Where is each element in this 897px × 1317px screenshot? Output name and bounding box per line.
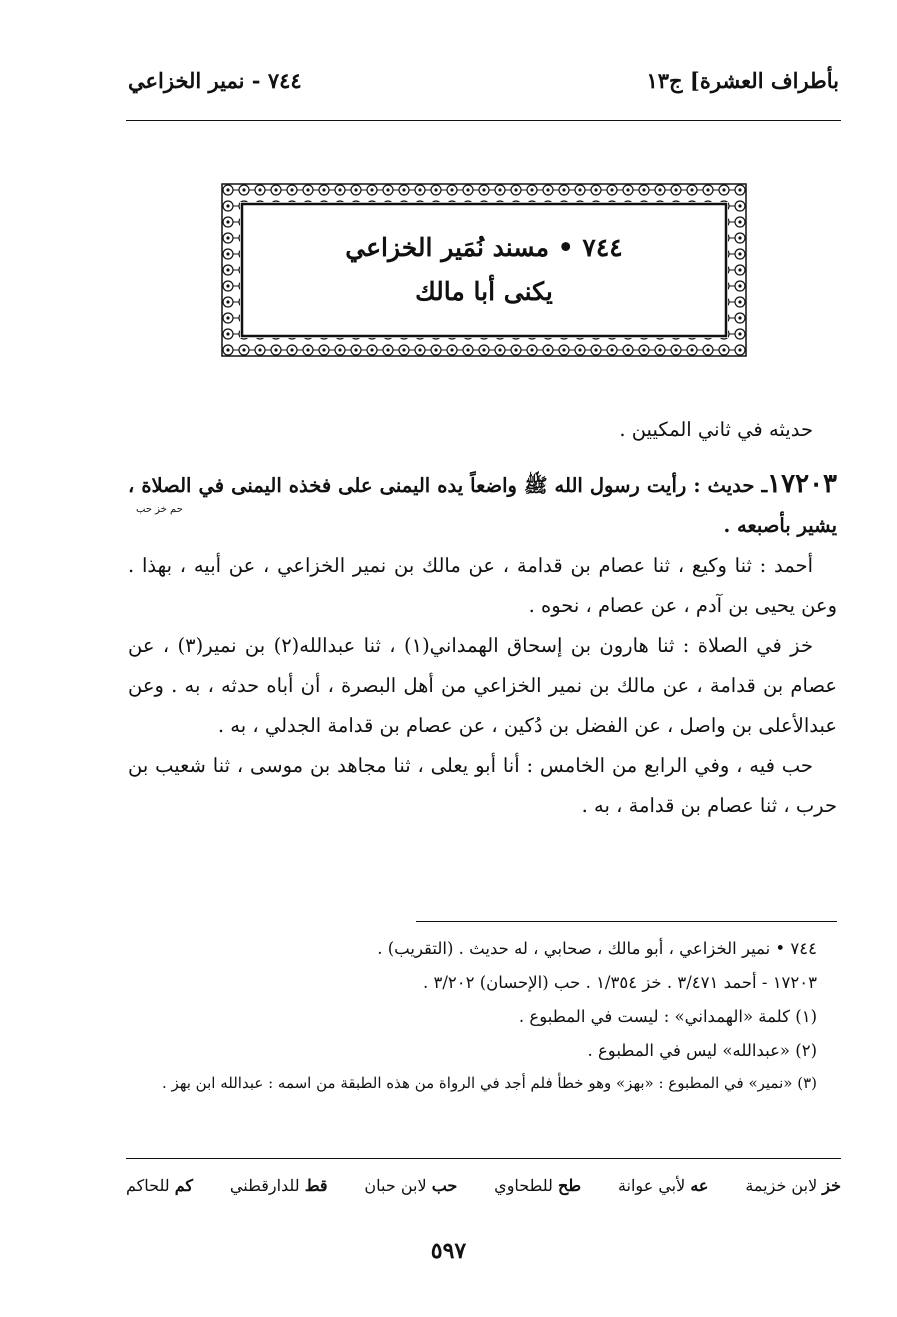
paragraph-khuzaymah: خز في الصلاة : ثنا هارون بن إسحاق الهمداني(١) ، ثنا عبدالله(٢) بن نمير(٣) ، عن عصام بن قدامة ، عن مالك بن نمير الخزاعي من أهل البصرة ، أن أباه حدثه ، به . وعن عبدالأعلى بن واصل ، عن الفضل بن دُكين ، عن عصام بن قدامة الجدلي ، به .: [128, 634, 837, 737]
abbreviations-key: [126, 1176, 841, 1195]
ornamental-title-frame: [220, 182, 748, 358]
hadith-text: ـ حديث : رأيت رسول الله ﷺ واضعاً يده اليمنى على فخذه اليمنى في الصلاة ، يشير بأصبعه .: [128, 474, 837, 537]
abbreviation-item: كم للحاكم: [126, 1176, 194, 1195]
running-header-book: بأطراف العشرة] ج١٣: [646, 68, 839, 93]
abbreviations-rule: [126, 1158, 841, 1159]
hadith-number: ١٧٢٠٣: [767, 469, 837, 499]
abbreviation-item: طح للطحاوي: [494, 1176, 582, 1195]
page-number: ٥٩٧: [430, 1238, 467, 1264]
footnote-item: ١٧٢٠٣ - أحمد ٣/٤٧١ . خز ١/٣٥٤ . حب (الإحسان) ٣/٢٠٢ .: [422, 973, 817, 992]
musnad-subtitle: يكنى أبا مالك: [415, 277, 553, 306]
running-header-section: ٧٤٤ - نمير الخزاعي: [128, 68, 302, 93]
abbreviation-item: قط للدارقطني: [229, 1176, 328, 1195]
abbreviation-item: عه لأبي عوانة: [617, 1176, 709, 1195]
footnotes: [124, 932, 837, 1099]
intro-line: حديثه في ثاني المكيين .: [619, 418, 813, 441]
footnote-item: (٣) «نمير» في المطبوع : «بهز» وهو خطأ فلم أجد في الرواة من هذه الطبقة من اسمه : عبدالله ابن بهز .: [162, 1074, 817, 1092]
footnote-item: (٢) «عبدالله» ليس في المطبوع .: [587, 1041, 817, 1060]
abbreviation-item: حب لابن حبان: [364, 1176, 458, 1195]
paragraph-ahmad: أحمد : ثنا وكيع ، ثنا عصام بن قدامة ، عن مالك بن نمير الخزاعي ، عن أبيه ، بهذا . وعن يحيى بن آدم ، عن عصام ، نحوه .: [128, 554, 837, 617]
main-text: [128, 410, 837, 826]
header-rule: [126, 120, 841, 121]
source-codes: حم خز حب: [136, 504, 183, 515]
abbreviation-item: خز لابن خزيمة: [745, 1176, 841, 1195]
footnote-item: (١) كلمة «الهمداني» : ليست في المطبوع .: [518, 1007, 817, 1026]
footnote-rule: [416, 921, 837, 922]
footnote-item: ٧٤٤ • نمير الخزاعي ، أبو مالك ، صحابي ، له حديث . (التقريب) .: [377, 939, 817, 958]
musnad-title: ٧٤٤ • مسند نُمَير الخزاعي: [345, 233, 623, 262]
paragraph-hibban: حب فيه ، وفي الرابع من الخامس : أنا أبو يعلى ، ثنا مجاهد بن موسى ، ثنا شعيب بن حرب ، ثنا عصام بن قدامة ، به .: [128, 754, 837, 817]
hadith-heading: [128, 464, 837, 546]
